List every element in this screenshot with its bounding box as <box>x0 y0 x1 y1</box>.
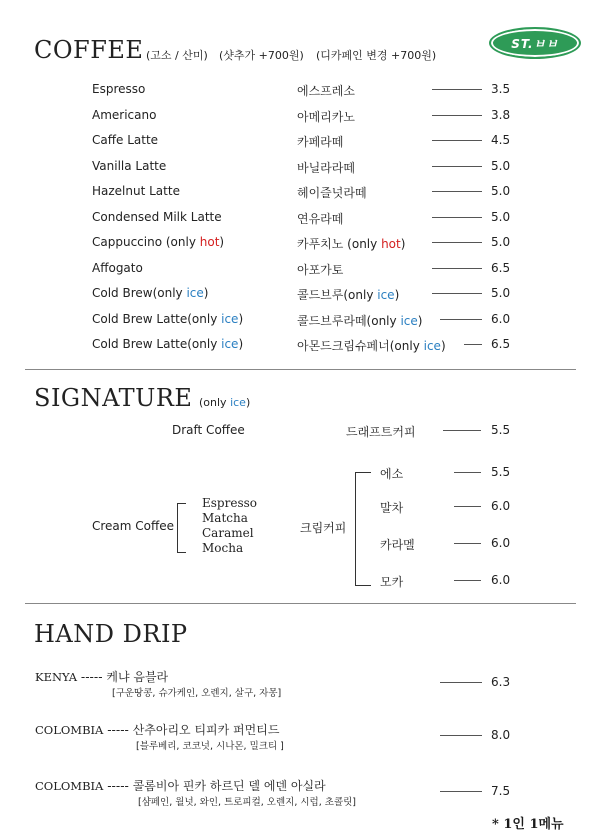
brand-logo-text: ST.ㅂㅂ <box>511 36 559 51</box>
price-leader <box>454 472 481 473</box>
coffee-section-title: COFFEE <box>34 36 144 64</box>
price-leader <box>454 580 481 581</box>
coffee-item-price: 3.5 <box>491 82 511 96</box>
price-leader <box>432 293 482 294</box>
coffee-item-en: Affogato <box>92 261 143 275</box>
price-leader <box>432 217 482 218</box>
price-leader <box>440 682 482 683</box>
coffee-item-ko: 아포가토 <box>297 263 344 277</box>
price-leader <box>432 268 482 269</box>
coffee-item-ko: 아몬드크림슈페너(only ice) <box>297 339 446 353</box>
signature-note: (only ice) <box>199 396 251 409</box>
cream-options-en <box>202 496 257 556</box>
cream-option-price: 5.5 <box>491 465 511 479</box>
cream-option-price: 6.0 <box>491 573 511 587</box>
hand-drip-separator: ----- <box>107 779 129 793</box>
price-leader <box>432 242 482 243</box>
hand-drip-item <box>35 777 326 794</box>
price-leader <box>440 735 482 736</box>
brand-logo <box>489 27 581 59</box>
hand-drip-item <box>35 721 279 738</box>
hand-drip-origin: COLOMBIA <box>35 779 104 793</box>
hand-drip-section-title: HAND DRIP <box>34 620 188 648</box>
coffee-item-ko: 콜드브루(only ice) <box>297 288 400 302</box>
cream-coffee-ko: 크림커피 <box>300 521 347 535</box>
cream-options-bracket <box>177 503 186 553</box>
cream-coffee-en: Cream Coffee <box>92 519 175 533</box>
hand-drip-name: 산추아리오 티피카 퍼먼티드 <box>132 723 280 737</box>
hand-drip-price: 7.5 <box>491 784 511 798</box>
coffee-item-price: 6.5 <box>491 337 511 351</box>
hand-drip-price: 6.3 <box>491 675 511 689</box>
coffee-item-en: Cold Brew(only ice) <box>92 286 209 300</box>
coffee-item-ko: 헤이즐넛라떼 <box>297 186 367 200</box>
hand-drip-notes: [샴페인, 월넛, 와인, 트로피컬, 오렌지, 시럽, 초콜릿] <box>138 797 357 808</box>
coffee-item-price: 4.5 <box>491 133 511 147</box>
cream-option-price: 6.0 <box>491 499 511 513</box>
hand-drip-price: 8.0 <box>491 728 511 742</box>
coffee-item-ko: 바닐라라떼 <box>297 161 355 175</box>
price-leader <box>454 506 481 507</box>
coffee-item-en: Vanilla Latte <box>92 159 167 173</box>
cream-option-ko: 모카 <box>380 575 404 589</box>
coffee-item-en: Cold Brew Latte(only ice) <box>92 337 244 351</box>
cream-option-ko: 말차 <box>380 501 404 515</box>
coffee-item-price: 5.0 <box>491 159 511 173</box>
price-leader <box>432 166 482 167</box>
coffee-item-price: 5.0 <box>491 235 511 249</box>
hand-drip-notes: [구운땅콩, 슈가케인, 오렌지, 살구, 자몽] <box>112 688 282 699</box>
price-leader <box>432 140 482 141</box>
cream-option-en: Mocha <box>202 541 244 555</box>
draft-coffee-ko: 드래프트커피 <box>346 425 416 439</box>
coffee-item-price: 5.0 <box>491 184 511 198</box>
coffee-note-roast: (고소 / 산미) <box>146 49 208 62</box>
cream-option-en: Caramel <box>202 526 254 540</box>
coffee-item-en: Cappuccino (only hot) <box>92 235 225 249</box>
coffee-item-ko: 아메리카노 <box>297 110 355 124</box>
coffee-item-en: Condensed Milk Latte <box>92 210 222 224</box>
cream-option-price: 6.0 <box>491 536 511 550</box>
cream-option-en: Espresso <box>202 496 257 510</box>
price-leader <box>432 115 482 116</box>
coffee-item-en: Caffe Latte <box>92 133 159 147</box>
price-leader <box>440 319 482 320</box>
signature-section-title: SIGNATURE <box>34 384 193 412</box>
hand-drip-origin: KENYA <box>35 670 78 684</box>
coffee-item-price: 5.0 <box>491 286 511 300</box>
hand-drip-name: 콜롬비아 핀카 하르딘 델 에덴 아실라 <box>132 779 326 793</box>
coffee-item-en: Cold Brew Latte(only ice) <box>92 312 244 326</box>
cream-option-ko: 카라멜 <box>380 538 415 552</box>
coffee-item-price: 6.5 <box>491 261 511 275</box>
section-divider <box>25 603 576 604</box>
coffee-item-en: Espresso <box>92 82 146 96</box>
hand-drip-origin: COLOMBIA <box>35 723 104 737</box>
one-menu-per-person-note: * 1인 1메뉴 <box>492 817 564 832</box>
draft-coffee-en: Draft Coffee <box>172 423 245 437</box>
coffee-item-price: 6.0 <box>491 312 511 326</box>
coffee-item-ko: 카페라떼 <box>297 135 344 149</box>
coffee-note-shot: (샷추가 +700원) <box>219 49 304 62</box>
price-leader <box>432 191 482 192</box>
coffee-item-price: 5.0 <box>491 210 511 224</box>
cream-option-en: Matcha <box>202 511 248 525</box>
price-leader <box>464 344 482 345</box>
price-leader <box>440 791 482 792</box>
hand-drip-name: 케냐 음블라 <box>106 670 169 684</box>
coffee-item-ko: 카푸치노 (only hot) <box>297 237 406 251</box>
coffee-item-price: 3.8 <box>491 108 511 122</box>
draft-coffee-price: 5.5 <box>491 423 511 437</box>
coffee-item-ko: 연유라떼 <box>297 212 344 226</box>
hand-drip-notes: [블루베리, 코코넛, 시나몬, 밀크티 ] <box>136 741 284 752</box>
hand-drip-separator: ----- <box>80 670 103 684</box>
price-leader <box>443 430 481 431</box>
coffee-note-decaf: (디카페인 변경 +700원) <box>316 49 437 62</box>
price-leader <box>454 543 481 544</box>
coffee-item-ko: 에스프레소 <box>297 84 355 98</box>
coffee-item-en: Americano <box>92 108 157 122</box>
section-divider <box>25 369 576 370</box>
coffee-item-ko: 콜드브루라떼(only ice) <box>297 314 423 328</box>
price-leader <box>432 89 482 90</box>
cream-option-ko: 에소 <box>380 467 404 481</box>
coffee-item-en: Hazelnut Latte <box>92 184 180 198</box>
hand-drip-separator: ----- <box>107 723 129 737</box>
cream-options-ko-bracket <box>355 472 371 586</box>
hand-drip-item <box>35 668 168 685</box>
